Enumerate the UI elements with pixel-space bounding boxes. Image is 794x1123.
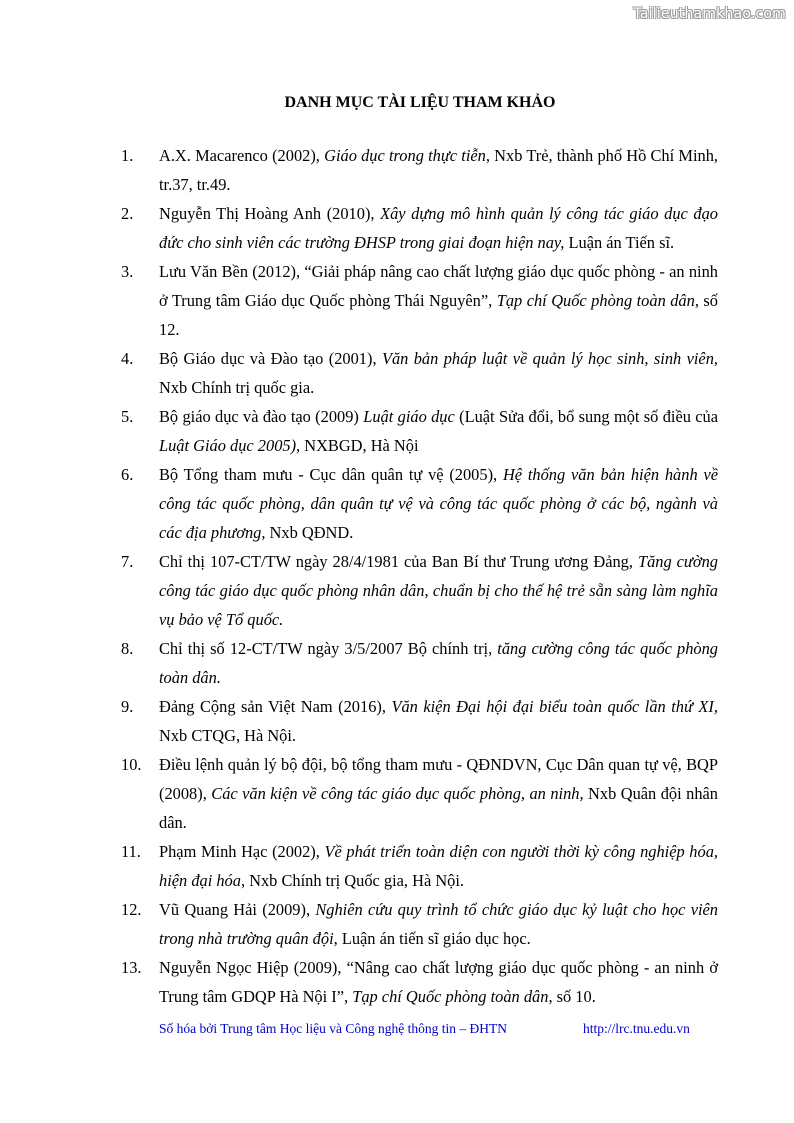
reference-number: 7. (121, 552, 134, 571)
reference-number: 4. (121, 349, 134, 368)
reference-item: 8. Chỉ thị số 12-CT/TW ngày 3/5/2007 Bộ chính trị, tăng cường công tác quốc phòng toàn dân. (0, 634, 718, 692)
reference-item: 2. Nguyễn Thị Hoàng Anh (2010), Xây dựng mô hình quản lý công tác giáo dục đạo đức cho sinh viên các trường ĐHSP trong giai đoạn hiện nay, Luận án Tiến sĩ. (0, 199, 718, 257)
reference-item: 7. Chỉ thị 107-CT/TW ngày 28/4/1981 của Ban Bí thư Trung ương Đảng, Tăng cường công tác giáo dục quốc phòng nhân dân, chuẩn bị cho thế hệ trẻ sẵn sàng làm nghĩa vụ bảo vệ Tổ quốc. (0, 547, 718, 634)
reference-item: 3. Lưu Văn Bền (2012), “Giải pháp nâng cao chất lượng giáo dục quốc phòng - an ninh ở Trung tâm Giáo dục Quốc phòng Thái Nguyên”, Tạp chí Quốc phòng toàn dân, số 12. (0, 257, 718, 344)
reference-number: 1. (121, 146, 134, 165)
footer-publisher: Số hóa bởi Trung tâm Học liệu và Công nghệ thông tin – ĐHTN (159, 1021, 508, 1036)
reference-number: 12. (121, 900, 142, 919)
reference-item: 13. Nguyễn Ngọc Hiệp (2009), “Nâng cao chất lượng giáo dục quốc phòng - an ninh ở Trung tâm GDQP Hà Nội I”, Tạp chí Quốc phòng toàn dân, số 10. (0, 953, 718, 1011)
reference-number: 6. (121, 465, 134, 484)
reference-number: 10. (121, 755, 142, 774)
footer-url[interactable]: http://lrc.tnu.edu.vn (583, 1021, 690, 1036)
reference-number: 5. (121, 407, 134, 426)
reference-item: 4. Bộ Giáo dục và Đào tạo (2001), Văn bản pháp luật về quản lý học sinh, sinh viên, Nxb Chính trị quốc gia. (0, 344, 718, 402)
reference-number: 11. (121, 842, 141, 861)
page-title: DANH MỤC TÀI LIỆU THAM KHẢO (284, 94, 556, 111)
reference-number: 9. (121, 697, 134, 716)
reference-item: 5. Bộ giáo dục và đào tạo (2009) Luật giáo dục (Luật Sửa đổi, bổ sung một số điều của Luật Giáo dục 2005), NXBGD, Hà Nội (0, 402, 718, 460)
reference-number: 2. (121, 204, 134, 223)
reference-item: 1. A.X. Macarenco (2002), Giáo dục trong thực tiễn, Nxb Trẻ, thành phố Hồ Chí Minh, tr.37, tr.49. (0, 141, 718, 199)
reference-item: 9. Đảng Cộng sản Việt Nam (2016), Văn kiện Đại hội đại biểu toàn quốc lần thứ XI, Nxb CTQG, Hà Nội. (0, 692, 718, 750)
reference-item: 11. Phạm Minh Hạc (2002), Về phát triển toàn diện con người thời kỳ công nghiệp hóa, hiện đại hóa, Nxb Chính trị Quốc gia, Hà Nội. (0, 837, 718, 895)
reference-number: 8. (121, 639, 134, 658)
reference-item: 10. Điều lệnh quản lý bộ đội, bộ tổng tham mưu - QĐNDVN, Cục Dân quan tự vệ, BQP (2008), Các văn kiện về công tác giáo dục quốc phòng, an ninh, Nxb Quân đội nhân dân. (0, 750, 718, 837)
watermark: Tailieuthamkhao.com (633, 6, 786, 22)
reference-list (0, 141, 794, 1011)
reference-item: 6. Bộ Tổng tham mưu - Cục dân quân tự vệ (2005), Hệ thống văn bản hiện hành về công tác quốc phòng, dân quân tự vệ và công tác quốc phòng ở các bộ, ngành và các địa phương, Nxb QĐND. (0, 460, 718, 547)
reference-number: 3. (121, 262, 134, 281)
reference-number: 13. (121, 958, 142, 977)
reference-item: 12. Vũ Quang Hải (2009), Nghiên cứu quy trình tổ chức giáo dục kỷ luật cho học viên trong nhà trường quân đội, Luận án tiến sĩ giáo dục học. (0, 895, 718, 953)
